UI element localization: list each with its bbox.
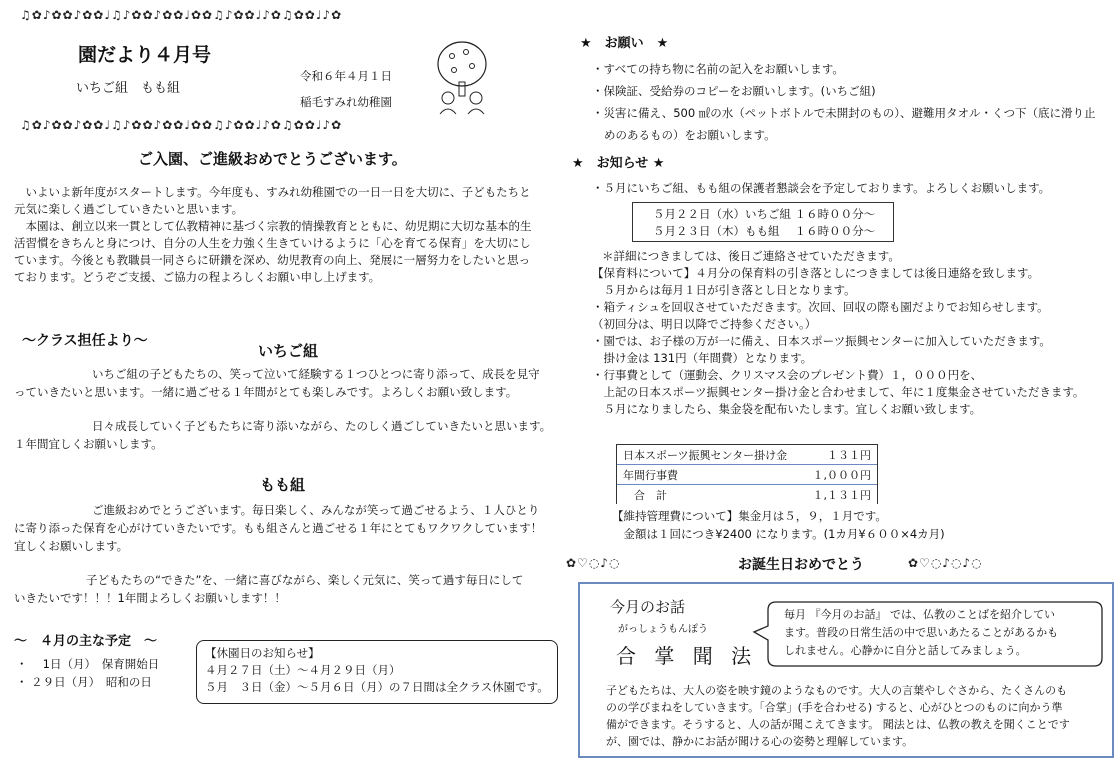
request-line: ・災害に備え、500 ㎖の水（ペットボトルで未開封のもの）、避難用タオル・くつ下（底に滑り止 — [592, 106, 1096, 120]
schedule-heading: ～ ４月の主な予定 ～ — [14, 634, 158, 649]
birthday-deco-left: ✿♡◌♪◌ — [566, 556, 621, 570]
welcome-line: 活習慣をきちんと身につけ、自分の人生を力強く生きていけるように「心を育てる保育」を大切にし — [14, 236, 531, 250]
tree-children-illustration — [432, 38, 492, 116]
deco-border-top: ♫✿♪✿✿♪✿✿♩♫♪✿✿♪✿✿♩✿✿♫♪✿✿♩♪✿♫✿✿♩♪✿ — [20, 8, 343, 22]
ichigo-line: １年間宜しくお願いします。 — [14, 437, 163, 451]
notice-line: （初回分は、明日以降でご持参ください。） — [592, 317, 817, 331]
fee-amount: １,０００円 — [812, 468, 871, 482]
notices-list — [592, 248, 1084, 418]
holiday-notice-box — [196, 640, 558, 704]
welcome-line: 元気に楽しく過ごしていきたいと思います。 — [14, 202, 244, 216]
momo-line: いきたいです！！！1年間よろしくお願いします！！ — [14, 591, 286, 605]
class-names: いちご組 もも組 — [76, 81, 181, 96]
ichigo-line: いちご組の子どもたちの、笑って泣いて経験する１つひとつに寄り添って、成長を見守 — [92, 367, 540, 381]
notice-line: 上記の日本スポーツ振興センター掛け金と合わせまして、年に１度集金させていただきます。 — [592, 385, 1085, 399]
school-name: 稲毛すみれ幼稚園 — [300, 95, 392, 109]
bubble-line: しれません。心静かに自分と話してみましょう。 — [784, 644, 1027, 657]
ichigo-heading: いちご組 — [258, 342, 319, 360]
fee-amount: １,１３１円 — [812, 488, 871, 502]
story-reading: がっしょうもんぽう — [618, 624, 708, 635]
notice-line: ５月になりましたら、集金袋を配布いたします。宜しくお願い致します。 — [592, 402, 982, 416]
story-label: 今月のお話 — [610, 598, 686, 616]
momo-line: に寄り添った保育を心がけていきたいです。もも組さんと過ごせる１年にとてもワクワクしています！ — [14, 521, 543, 535]
meeting-date: ５月２２日（水）いちご組 １６時００分～ — [653, 207, 876, 221]
story-line: 子どもたちは、大人の姿を映す鏡のようなものです。大人の言葉やしぐさから、たくさんのも — [606, 684, 1068, 697]
holiday-title: 【休園日のお知らせ】 — [205, 646, 320, 660]
birthday-deco-right: ✿♡◌♪◌♪◌ — [908, 556, 983, 570]
newsletter-title: 園だより４月号 — [78, 44, 212, 66]
meeting-date: ５月２３日（木）もも組 １６時００分～ — [653, 224, 876, 238]
story-title: 合 掌 聞 法 — [616, 644, 758, 668]
notices-heading: ★ お知らせ ★ — [572, 156, 665, 171]
bubble-line: ます。普段の日常生活の中で思いあたることがあるかも — [784, 626, 1059, 639]
notice-line: ・箱ティシュを回収させていただきます。次回、回収の際も園だよりでお知らせします。 — [592, 300, 1049, 314]
story-line: 備ができます。そうすると、人の話が聞こえてきます。 聞法とは、仏教の教えを聞くことです — [606, 718, 1070, 731]
maintenance-fee-line: 金額は１回につき¥2400 になります。(1カ月¥６００×4カ月) — [612, 527, 945, 541]
fee-label: 合 計 — [623, 488, 667, 502]
fee-row — [617, 445, 877, 465]
holiday-line: ５月 ３日（金）～５月６日（月）の７日間は全クラス休園です。 — [205, 680, 549, 694]
notice-line: 【保育料について】４月分の保育料の引き落としにつきましては後日連絡を致します。 — [592, 266, 1040, 280]
issue-date: 令和６年４月１日 — [300, 69, 392, 83]
momo-heading: もも組 — [260, 476, 306, 494]
requests-list — [592, 58, 1096, 146]
welcome-body — [14, 184, 532, 286]
momo-line: 宜しくお願いします。 — [14, 539, 129, 553]
requests-heading: ★ お願い ★ — [580, 36, 669, 51]
story-body — [606, 682, 1070, 750]
birthday-heading: お誕生日おめでとう — [738, 557, 864, 573]
fee-row — [617, 465, 877, 485]
maintenance-fee-line: 【維持管理費について】集金月は５，９，１月です。 — [612, 509, 887, 523]
deco-border-bottom: ♫✿♪✿✿♪✿✿♩♫♪✿✿♪✿✿♩✿✿♫♪✿✿♩♪✿♫✿✿♩♪✿ — [20, 118, 343, 132]
meeting-dates-box — [632, 202, 894, 242]
notice-line: ・行事費として（運動会、クリスマス会のプレゼント費）１，０００円を、 — [592, 368, 983, 382]
welcome-line: いよいよ新年度がスタートします。今年度も、すみれ幼稚園での一日一日を大切に、子どもたちと — [14, 185, 531, 199]
fee-label: 年間行事費 — [623, 468, 678, 482]
request-line: めのあるもの）をお願いします。 — [604, 128, 776, 142]
request-line: ・保険証、受給券のコピーをお願いします。(いちご組) — [592, 84, 876, 98]
holiday-line: ４月２７日（土）～４月２９日（月） — [205, 663, 401, 677]
notice-line: ５月からは毎月１日が引き落とし日となります。 — [592, 283, 856, 297]
welcome-line: ております。どうぞご支援、ご協力の程よろしくお願い申し上げます。 — [14, 270, 381, 284]
notice-line: ＊詳細につきましては、後日ご連絡させていただきます。 — [602, 249, 900, 263]
story-line: が、園では、静かにお話が聞ける心の姿勢と理解しています。 — [606, 735, 914, 748]
ichigo-line: 日々成長していく子どもたちに寄り添いながら、たのしく過ごしていきたいと思います。 — [92, 419, 552, 433]
fee-table-wrapper — [616, 444, 878, 504]
welcome-heading: ご入園、ご進級おめでとうございます。 — [138, 150, 407, 168]
ichigo-line: っていきたいと思います。一緒に過ごせる１年間がとても楽しみです。よろしくお願い致します。 — [14, 385, 518, 399]
request-line: ・すべての持ち物に名前の記入をお願いします。 — [592, 62, 844, 76]
fee-label: 日本スポーツ振興センター掛け金 — [623, 448, 788, 462]
fee-amount: １３１円 — [827, 448, 871, 462]
notice-line: ・園では、お子様の万が一に備え、日本スポーツ振興センターに加入していただきます。 — [592, 334, 1051, 348]
momo-line: 子どもたちの“できた”を、一緒に喜びながら、楽しく元気に、笑って過す毎日にして — [86, 573, 524, 587]
notice-meeting-line: ・５月にいちご組、もも組の保護者懇談会を予定しております。よろしくお願いします。 — [592, 181, 1051, 195]
story-line: のの学びまねをしていきます。「合掌」(手を合わせる) すると、心がひとつのものに向かう準 — [606, 701, 1063, 714]
bubble-line: 毎月 『今月のお話』 では、仏教のことばを紹介してい — [784, 608, 1055, 621]
schedule-item: ・ 1日（月） 保育開始日 — [16, 657, 160, 671]
fee-row — [617, 485, 877, 505]
welcome-line: 本園は、創立以来一貫として仏教精神に基づく宗教的情操教育とともに、幼児期に大切な基本的生 — [14, 219, 532, 233]
schedule-item: ・ ２９日（月） 昭和の日 — [16, 675, 152, 689]
notice-line: 掛け金は 131円（年間費）となります。 — [592, 351, 813, 365]
fee-table — [617, 445, 877, 504]
welcome-line: ています。今後とも教職員一同さらに研鑽を深め、幼児教育の向上、発展に一層努力をしたいと思っ — [14, 253, 531, 267]
momo-line: ご進級おめでとうございます。毎日楽しく、みんなが笑って過ごせるよう、１人ひとり — [92, 503, 540, 517]
class-section-heading: ～クラス担任より～ — [22, 333, 148, 349]
bubble-text — [784, 606, 1058, 660]
